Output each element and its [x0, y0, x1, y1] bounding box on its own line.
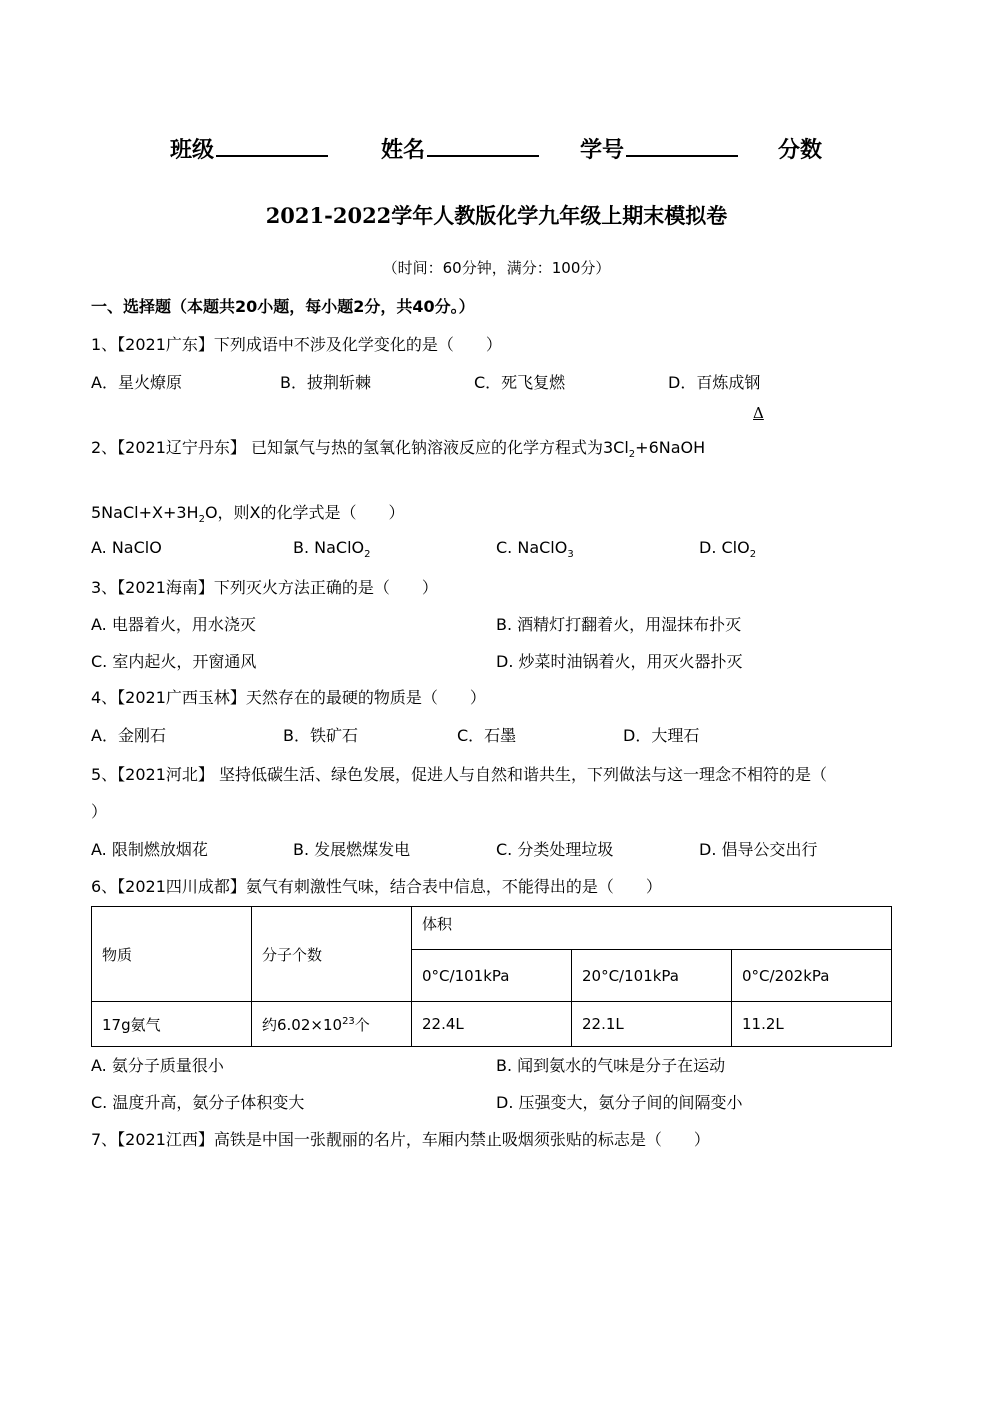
question-1-option-b[interactable]: B．披荆斩棘 — [280, 373, 371, 392]
question-3-option-b[interactable]: B. 酒精灯打翻着火，用湿抹布扑灭 — [496, 615, 742, 634]
question-2-option-c[interactable]: C. NaClO$_3$ — [496, 538, 574, 561]
question-5-option-d[interactable]: D. 倡导公交出行 — [699, 840, 818, 859]
question-4-stem: 4、【2021广西玉林】天然存在的最硬的物质是（ ） — [91, 688, 486, 707]
question-5-stem: 5、【2021河北】 坚持低碳生活、绿色发展，促进人与自然和谐共生，下列做法与这一理念不相符的是（ — [91, 765, 827, 784]
student-id-label: 学号 — [580, 138, 625, 163]
question-4-option-c[interactable]: C．石墨 — [457, 726, 517, 745]
question-4-option-b[interactable]: B．铁矿石 — [283, 726, 358, 745]
name-label: 姓名 — [381, 138, 426, 163]
class-label: 班级 — [170, 138, 215, 163]
question-6-option-d[interactable]: D. 压强变大，氨分子间的间隔变小 — [496, 1093, 743, 1112]
student-id-field — [580, 133, 738, 164]
name-blank[interactable] — [427, 135, 539, 157]
question-2-stem-line2: $5NaCl+X+3H_2O$，则X的化学式是（ ） — [91, 503, 405, 526]
table-cell-volume-2: 22.1L — [572, 1002, 732, 1047]
question-2-option-b[interactable]: B. NaClO$_2$ — [293, 538, 371, 561]
question-6-stem: 6、【2021四川成都】氨气有刺激性气味，结合表中信息，不能得出的是（ ） — [91, 877, 662, 896]
table-cell-volume-3: 11.2L — [732, 1002, 892, 1047]
question-1-option-d[interactable]: D．百炼成钢 — [668, 373, 761, 392]
table-header-condition-3: 0°C/202kPa — [732, 950, 892, 1002]
exam-title: 2021-2022学年人教版化学九年级上期末模拟卷 — [265, 203, 728, 228]
exam-subtitle: （时间：60分钟，满分：100分） — [382, 259, 611, 277]
class-blank[interactable] — [216, 135, 328, 157]
question-6-option-b[interactable]: B. 闻到氨水的气味是分子在运动 — [496, 1056, 726, 1075]
table-cell-substance: 17g氨气 — [92, 1002, 252, 1047]
section-heading: 一、选择题（本题共20小题，每小题2分，共40分。） — [91, 297, 475, 316]
question-4-option-a[interactable]: A．金刚石 — [91, 726, 166, 745]
table-header-condition-1: 0°C/101kPa — [412, 950, 572, 1002]
question-1-option-c[interactable]: C．死飞复燃 — [474, 373, 566, 392]
question-7-stem: 7、【2021江西】高铁是中国一张靓丽的名片，车厢内禁止吸烟须张贴的标志是（ ） — [91, 1130, 710, 1149]
question-1-stem: 1、【2021广东】下列成语中不涉及化学变化的是（ ） — [91, 335, 502, 354]
question-6-option-c[interactable]: C. 温度升高，氨分子体积变大 — [91, 1093, 305, 1112]
question-2-stem: 2、【2021辽宁丹东】 已知氯气与热的氢氧化钠溶液反应的化学方程式为$3Cl_2+6NaOH$ — [91, 438, 706, 461]
question-3-stem: 3、【2021海南】下列灭火方法正确的是（ ） — [91, 578, 438, 597]
name-field — [381, 133, 539, 164]
question-3-option-d[interactable]: D. 炒菜时油锅着火，用灭火器扑灭 — [496, 652, 743, 671]
table-cell-volume-1: 22.4L — [412, 1002, 572, 1047]
question-5-option-b[interactable]: B. 发展燃煤发电 — [293, 840, 411, 859]
student-id-blank[interactable] — [626, 135, 738, 157]
table-header-condition-2: 20°C/101kPa — [572, 950, 732, 1002]
question-2-option-a[interactable]: A. NaClO — [91, 538, 162, 557]
question-5-stem-cont: ） — [91, 802, 108, 821]
table-header-molecules: 分子个数 — [252, 907, 412, 1002]
question-3-option-a[interactable]: A. 电器着火，用水浇灭 — [91, 615, 256, 634]
question-1-option-a[interactable]: A．星火燎原 — [91, 373, 182, 392]
table-header-volume: 体积 — [412, 907, 892, 950]
question-4-option-d[interactable]: D．大理石 — [623, 726, 700, 745]
ammonia-data-table — [91, 906, 892, 1047]
question-2-option-d[interactable]: D. ClO$_2$ — [699, 538, 757, 561]
class-field — [170, 133, 328, 164]
question-6-option-a[interactable]: A. 氨分子质量很小 — [91, 1056, 224, 1075]
score-label: 分数 — [778, 138, 823, 163]
question-5-option-a[interactable]: A. 限制燃放烟花 — [91, 840, 208, 859]
reaction-condition-delta: Δ — [753, 404, 764, 422]
table-header-substance: 物质 — [92, 907, 252, 1002]
table-cell-molecules: 约$6.02\times 10^{23}$个 — [252, 1002, 412, 1047]
question-3-option-c[interactable]: C. 室内起火，开窗通风 — [91, 652, 257, 671]
question-5-option-c[interactable]: C. 分类处理垃圾 — [496, 840, 614, 859]
